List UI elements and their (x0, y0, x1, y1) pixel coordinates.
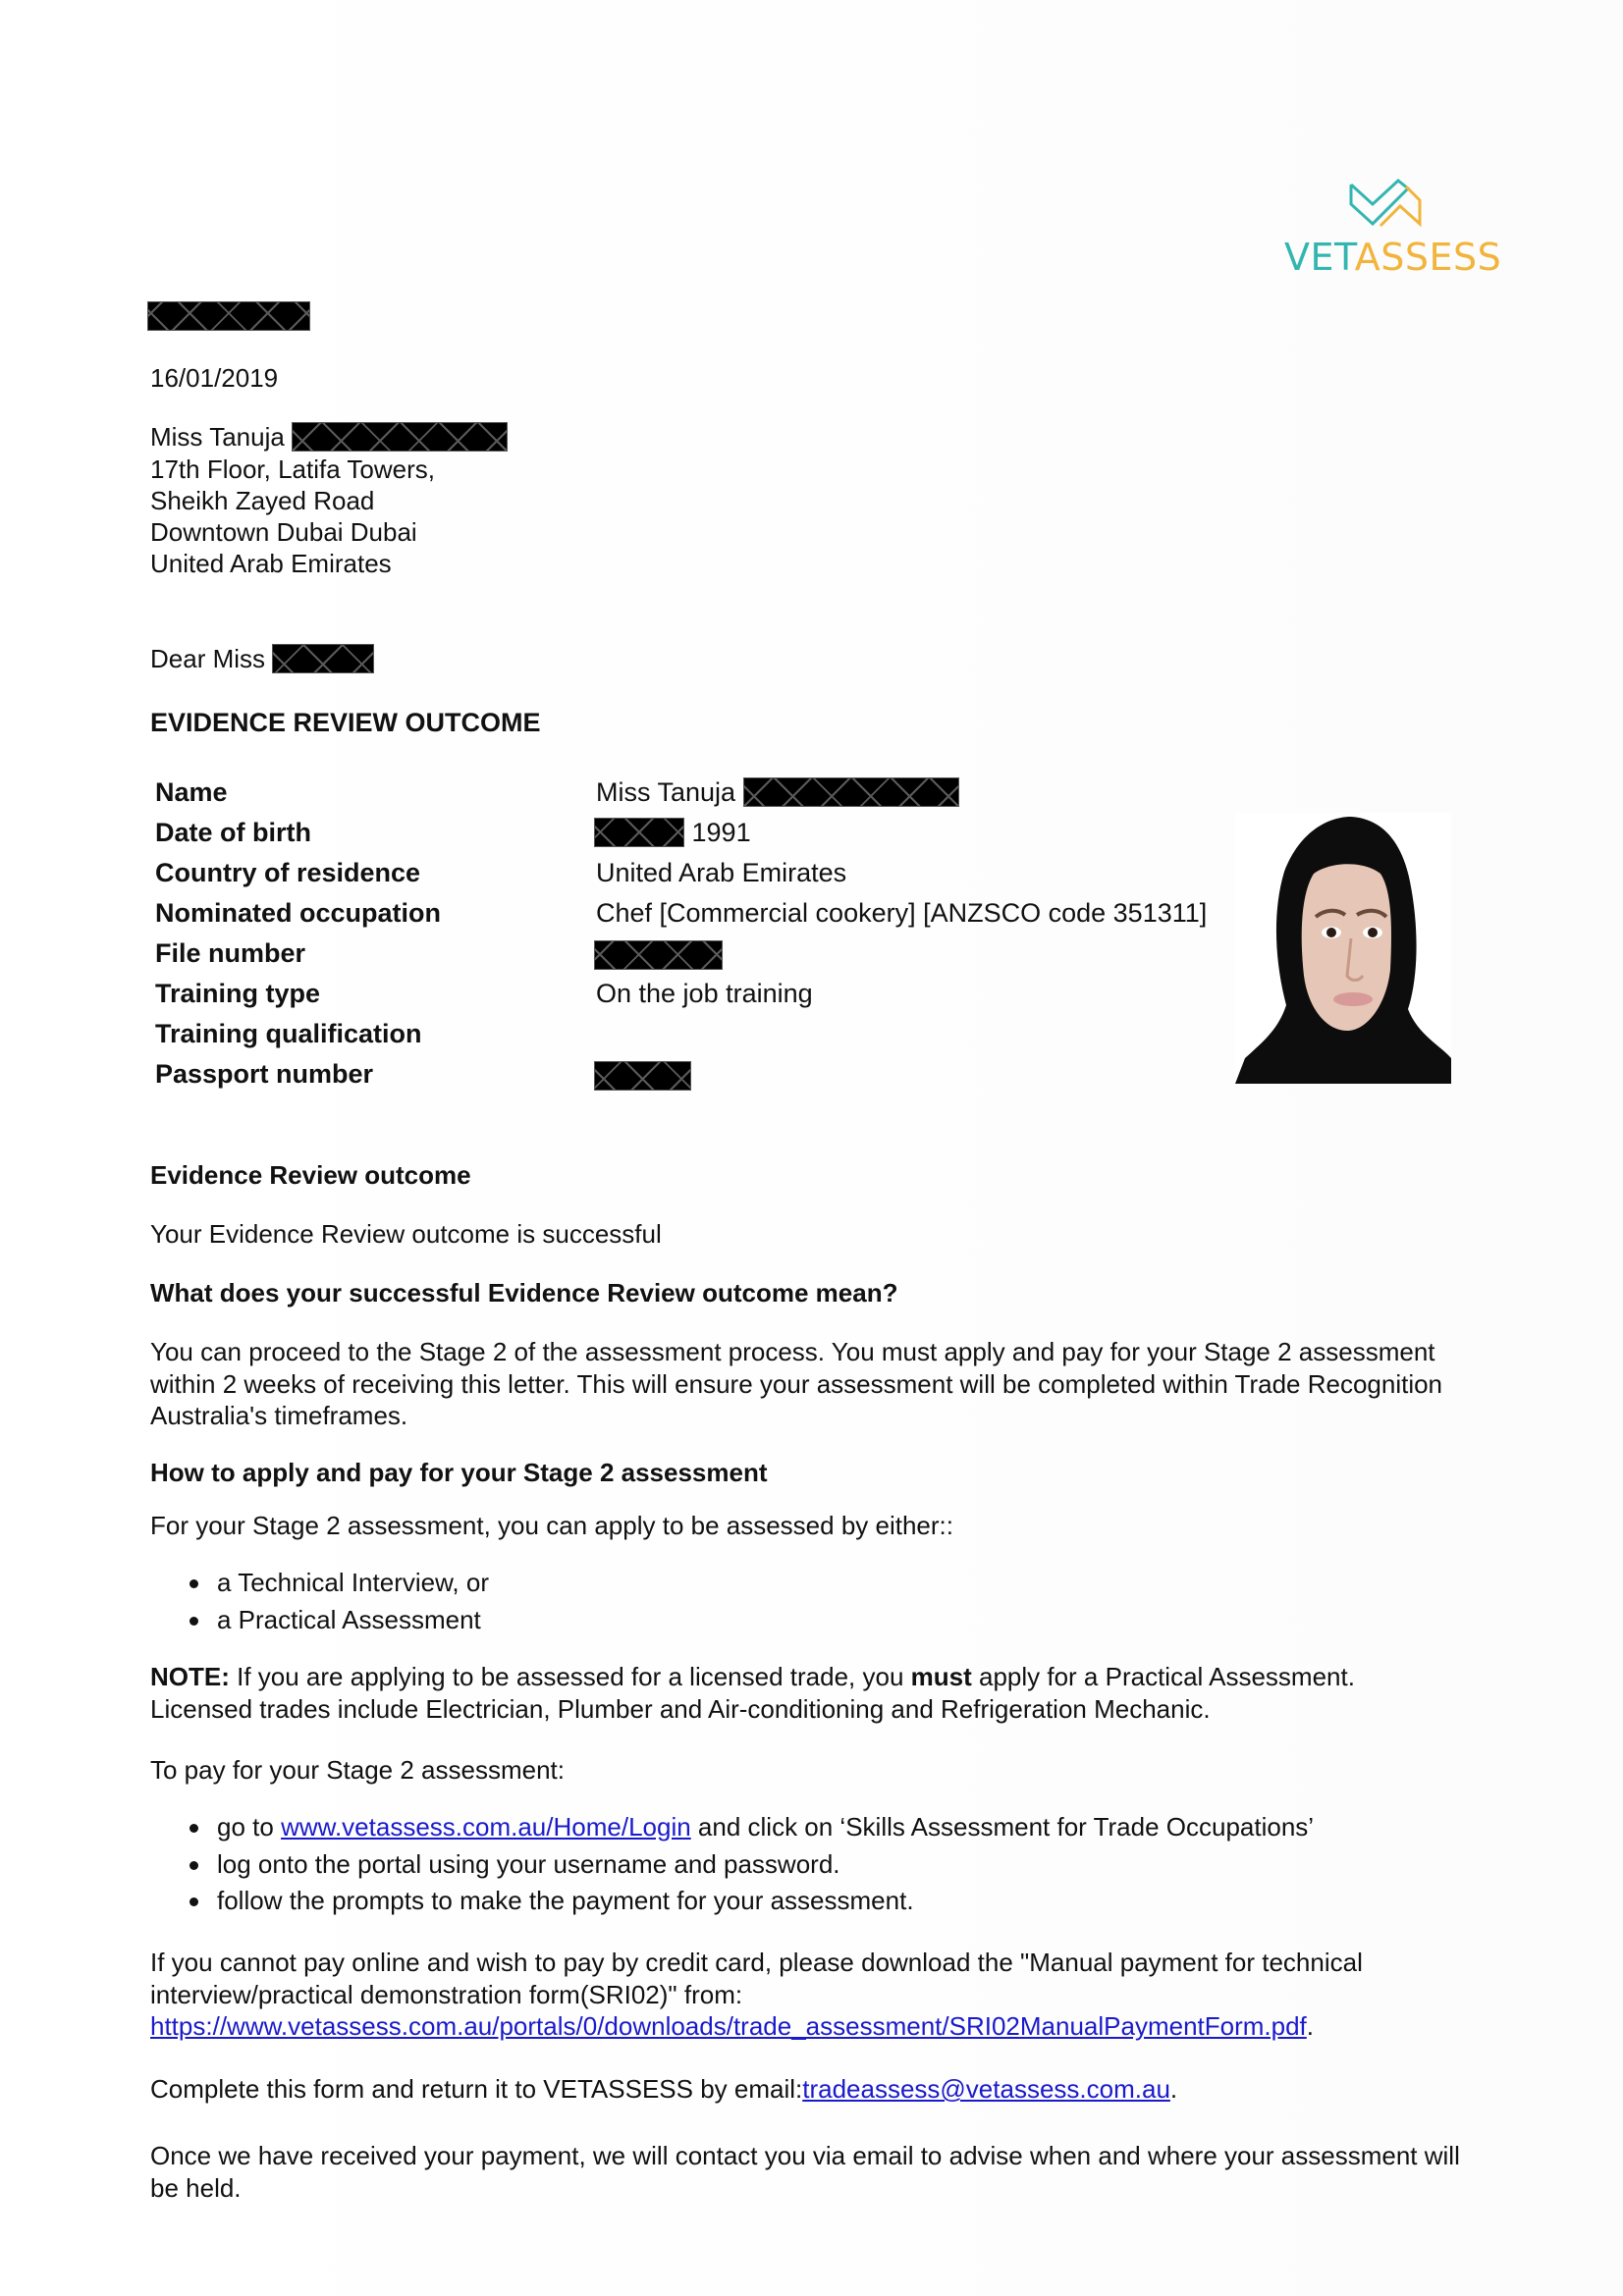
logo-chevron-icon (1282, 175, 1500, 238)
meaning-heading: What does your successful Evidence Review outcome mean? (150, 1278, 898, 1308)
bullet-icon (189, 1579, 198, 1588)
note-emphasis: must (910, 1662, 972, 1691)
apply-intro: For your Stage 2 assessment, you can apply to be assessed by either:: (150, 1511, 953, 1540)
letter-title: EVIDENCE REVIEW OUTCOME (150, 708, 541, 737)
manual-payment-paragraph: If you cannot pay online and wish to pay by credit card, please download the "Manual payment for technical interview/practical demonstration form(SRI02)" from: https://www.vetassess.com.au/portals/0/downloads/trade_assessment/SRI02ManualPaymentForm.pdf. (150, 1948, 1363, 2041)
detail-label-dob: Date of birth (155, 818, 311, 847)
redacted-dob (594, 818, 684, 847)
address-line: United Arab Emirates (150, 549, 392, 579)
pay-intro: To pay for your Stage 2 assessment: (150, 1755, 565, 1785)
detail-label-occupation: Nominated occupation (155, 898, 442, 928)
detail-value-name: Miss Tanuja (596, 776, 959, 809)
redacted-surname (292, 422, 508, 452)
detail-value-country: United Arab Emirates (596, 858, 847, 887)
closing-paragraph: Once we have received your payment, we will contact you via email to advise when and where your assessment will be held. (150, 2141, 1460, 2203)
redacted-reference (147, 301, 310, 331)
bullet-icon (189, 1824, 198, 1833)
manual-payment-form-link[interactable]: https://www.vetassess.com.au/portals/0/downloads/trade_assessment/SRI02ManualPaymentForm.pdf (150, 2011, 1307, 2041)
bullet-icon (189, 1617, 198, 1626)
note-paragraph: NOTE: If you are applying to be assessed for a licensed trade, you must apply for a Practical Assessment. Licensed trades include Electrician, Plumber and Air-conditioning and Refrigeration Mechanic. (150, 1662, 1355, 1724)
detail-label-training-type: Training type (155, 979, 321, 1008)
address-line: 17th Floor, Latifa Towers, (150, 454, 436, 485)
vetassess-logo (1282, 175, 1500, 283)
address-line: Sheikh Zayed Road (150, 486, 375, 516)
applicant-photo (1235, 813, 1451, 1084)
outcome-text: Your Evidence Review outcome is successful (150, 1219, 662, 1249)
meaning-paragraph: You can proceed to the Stage 2 of the assessment process. You must apply and pay for your Stage 2 assessment within 2 weeks of receiving this letter. This will ensure your assessment will be completed within Trade Recognition Australia's timeframes. (150, 1337, 1443, 1430)
recipient-name-line: Miss Tanuja (150, 421, 508, 454)
logo-wordmark: VETASSESS (1284, 236, 1502, 279)
address-line: Downtown Dubai Dubai (150, 517, 417, 548)
detail-label-passport: Passport number (155, 1059, 374, 1089)
detail-label-training-qualification: Training qualification (155, 1019, 422, 1048)
recipient-address (150, 421, 508, 579)
redacted-name (743, 777, 959, 807)
list-item: go to www.vetassess.com.au/Home/Login and click on ‘Skills Assessment for Trade Occupations’ (150, 1809, 1314, 1846)
list-item: follow the prompts to make the payment for your assessment. (150, 1883, 1314, 1920)
tradeassess-email-link[interactable]: tradeassess@vetassess.com.au (802, 2074, 1170, 2104)
detail-value-occupation: Chef [Commercial cookery] [ANZSCO code 351311] (596, 898, 1208, 928)
apply-options-list (150, 1565, 489, 1638)
redacted-salutation-name (272, 644, 374, 673)
detail-label-country: Country of residence (155, 858, 421, 887)
redacted-file-number (594, 940, 723, 970)
bullet-icon (189, 1861, 198, 1870)
apply-heading: How to apply and pay for your Stage 2 assessment (150, 1458, 768, 1487)
bullet-icon (189, 1897, 198, 1906)
detail-value-dob: 1991 (594, 817, 751, 849)
list-item: a Technical Interview, or (150, 1565, 489, 1602)
salutation: Dear Miss (150, 643, 374, 675)
list-item: a Practical Assessment (150, 1602, 489, 1639)
note-label: NOTE: (150, 1662, 230, 1691)
detail-label-file-number: File number (155, 938, 306, 968)
detail-value-training-type: On the job training (596, 979, 813, 1008)
list-item: log onto the portal using your username and password. (150, 1846, 1314, 1884)
redacted-passport (594, 1061, 691, 1091)
return-form-text: Complete this form and return it to VETASSESS by email:tradeassess@vetassess.com.au. (150, 2074, 1178, 2104)
detail-label-name: Name (155, 777, 228, 807)
letter-date: 16/01/2019 (150, 363, 279, 393)
vetassess-login-link[interactable]: www.vetassess.com.au/Home/Login (281, 1812, 691, 1842)
pay-steps-list (150, 1809, 1314, 1920)
outcome-heading: Evidence Review outcome (150, 1160, 471, 1190)
